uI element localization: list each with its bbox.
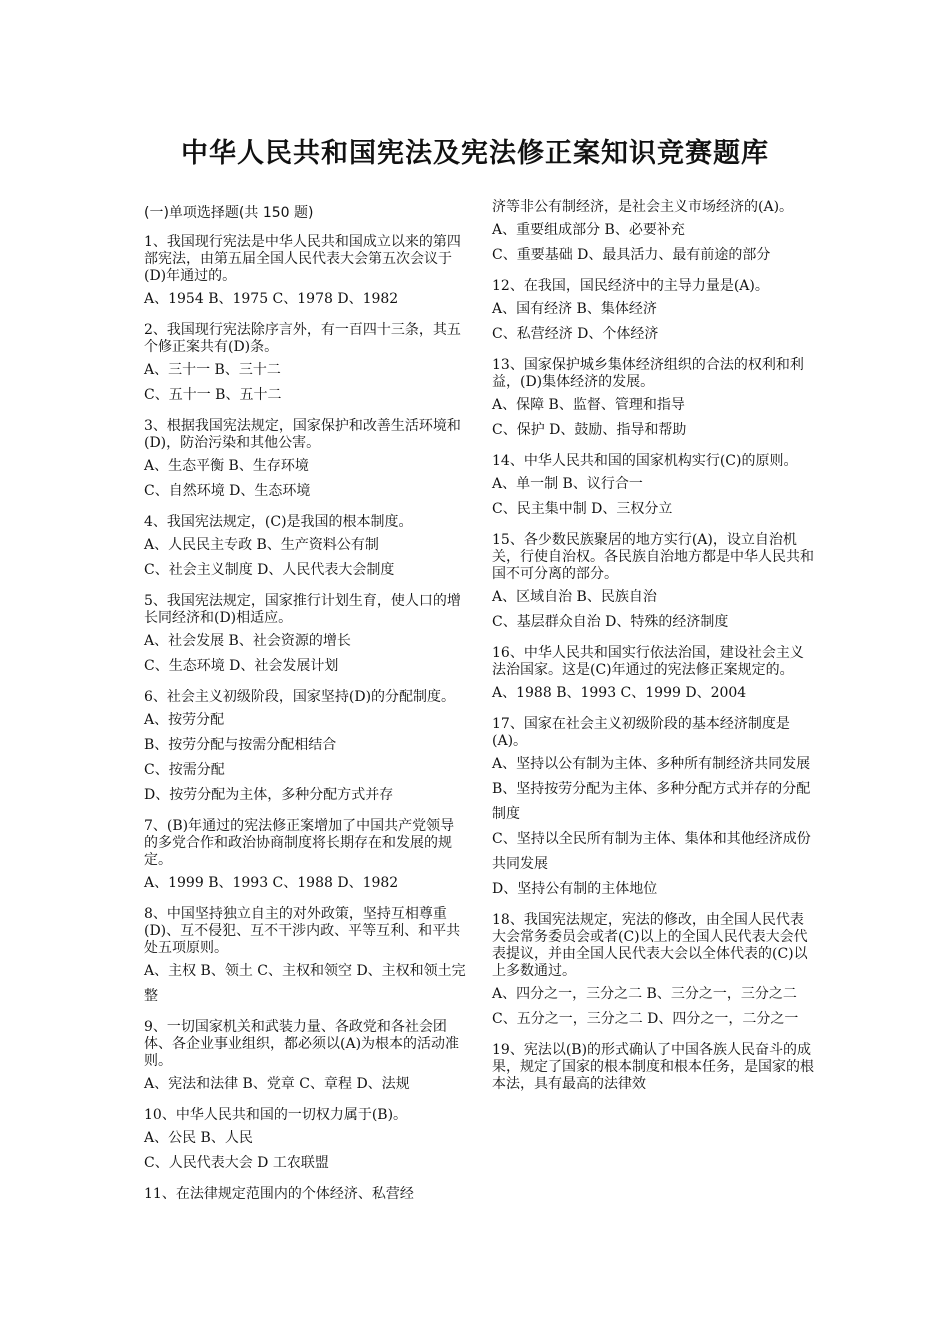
left-column bbox=[144, 200, 466, 1213]
question-item bbox=[144, 906, 466, 1009]
question-item bbox=[144, 593, 466, 679]
question-item bbox=[144, 234, 466, 312]
section-heading: (一)单项选择题(共 150 题) bbox=[144, 205, 314, 221]
question-item bbox=[144, 1186, 466, 1203]
right-column bbox=[492, 199, 814, 1103]
answer-options: A、宪法和法律 B、党章 C、章程 D、法规 bbox=[144, 1076, 410, 1092]
question-text: 4、我国宪法规定，(C)是我国的根本制度。 bbox=[144, 514, 413, 530]
answer-options: C、社会主义制度 D、人民代表大会制度 bbox=[144, 562, 395, 578]
right-question-list bbox=[492, 199, 814, 1093]
question-item bbox=[144, 514, 466, 583]
answer-options: A、按劳分配 bbox=[144, 712, 225, 728]
question-item bbox=[144, 1107, 466, 1176]
question-text: 5、我国宪法规定，国家推行计划生育，使人口的增长同经济和(D)相适应。 bbox=[144, 593, 461, 626]
question-text: 12、在我国，国民经济中的主导力量是(A)。 bbox=[492, 278, 769, 294]
question-text: 2、我国现行宪法除序言外，有一百四十三条，其五个修正案共有(D)条。 bbox=[144, 322, 461, 355]
answer-options: C、按需分配 bbox=[144, 762, 225, 778]
question-text: 11、在法律规定范围内的个体经济、私营经 bbox=[144, 1186, 414, 1202]
question-item bbox=[492, 645, 814, 706]
question-text: 17、国家在社会主义初级阶段的基本经济制度是(A)。 bbox=[492, 716, 790, 749]
answer-options: B、按劳分配与按需分配相结合 bbox=[144, 737, 337, 753]
question-text: 1、我国现行宪法是中华人民共和国成立以来的第四部宪法，由第五届全国人民代表大会第五次会议于(D)年通过的。 bbox=[144, 234, 461, 284]
answer-options: A、1988 B、1993 C、1999 D、2004 bbox=[492, 685, 747, 701]
answer-options: A、国有经济 B、集体经济 bbox=[492, 301, 657, 317]
answer-options: A、社会发展 B、社会资源的增长 bbox=[144, 633, 351, 649]
answer-options: C、基层群众自治 D、特殊的经济制度 bbox=[492, 614, 729, 630]
answer-options: D、坚持公有制的主体地位 bbox=[492, 881, 658, 897]
question-item bbox=[144, 1019, 466, 1097]
question-item bbox=[492, 199, 814, 268]
left-question-list bbox=[144, 234, 466, 1203]
question-item bbox=[492, 912, 814, 1032]
question-text: 13、国家保护城乡集体经济组织的合法的权利和利益，(D)集体经济的发展。 bbox=[492, 357, 804, 390]
answer-options: C、民主集中制 D、三权分立 bbox=[492, 501, 673, 517]
question-text: 10、中华人民共和国的一切权力属于(B)。 bbox=[144, 1107, 408, 1123]
question-text: 18、我国宪法规定，宪法的修改，由全国人民代表大会常务委员会或者(C)以上的全国人民代表大会代表提议，并由全国人民代表大会以全体代表的(C)以上多数通过。 bbox=[492, 912, 808, 979]
question-text: 9、一切国家机关和武装力量、各政党和各社会团体、各企业事业组织，都必须以(A)为根本的活动准则。 bbox=[144, 1019, 460, 1069]
answer-options: A、公民 B、人民 bbox=[144, 1130, 253, 1146]
question-item bbox=[492, 278, 814, 347]
answer-options: A、生态平衡 B、生存环境 bbox=[144, 458, 309, 474]
question-text: 16、中华人民共和国实行依法治国，建设社会主义法治国家。这是(C)年通过的宪法修正案规定的。 bbox=[492, 645, 804, 678]
answer-options: C、五分之一，三分之二 D、四分之一，二分之一 bbox=[492, 1011, 799, 1027]
question-text: 济等非公有制经济，是社会主义市场经济的(A)。 bbox=[492, 199, 794, 215]
question-text: 19、宪法以(B)的形式确认了中国各族人民奋斗的成果，规定了国家的根本制度和根本任务，是国家的根本法，具有最高的法律效 bbox=[492, 1042, 814, 1092]
answer-options: D、按劳分配为主体，多种分配方式并存 bbox=[144, 787, 394, 803]
question-item bbox=[144, 818, 466, 896]
question-item bbox=[492, 532, 814, 635]
question-text: 7、(B)年通过的宪法修正案增加了中国共产党领导的多党合作和政治协商制度将长期存在和发展的规定。 bbox=[144, 818, 455, 868]
answer-options: A、坚持以公有制为主体、多种所有制经济共同发展 bbox=[492, 756, 811, 772]
document-title: 中华人民共和国宪法及宪法修正案知识竞赛题库 bbox=[181, 138, 769, 169]
question-item bbox=[144, 689, 466, 808]
answer-options: C、重要基础 D、最具活力、最有前途的部分 bbox=[492, 247, 771, 263]
answer-options: C、坚持以全民所有制为主体、集体和其他经济成份共同发展 bbox=[492, 831, 811, 872]
answer-options: A、1999 B、1993 C、1988 D、1982 bbox=[144, 875, 399, 891]
question-item bbox=[492, 357, 814, 443]
question-item bbox=[492, 716, 814, 902]
question-text: 14、中华人民共和国的国家机构实行(C)的原则。 bbox=[492, 453, 798, 469]
answer-options: C、私营经济 D、个体经济 bbox=[492, 326, 659, 342]
question-item bbox=[492, 453, 814, 522]
answer-options: C、保护 D、鼓励、指导和帮助 bbox=[492, 422, 687, 438]
answer-options: A、主权 B、领土 C、主权和领空 D、主权和领土完整 bbox=[144, 963, 466, 1004]
question-text: 3、根据我国宪法规定，国家保护和改善生活环境和(D)，防治污染和其他公害。 bbox=[144, 418, 461, 451]
answer-options: A、区域自治 B、民族自治 bbox=[492, 589, 657, 605]
answer-options: C、自然环境 D、生态环境 bbox=[144, 483, 311, 499]
answer-options: A、人民民主专政 B、生产资料公有制 bbox=[144, 537, 379, 553]
question-item bbox=[144, 418, 466, 504]
question-text: 6、社会主义初级阶段，国家坚持(D)的分配制度。 bbox=[144, 689, 456, 705]
answer-options: C、人民代表大会 D 工农联盟 bbox=[144, 1155, 329, 1171]
answer-options: A、单一制 B、议行合一 bbox=[492, 476, 643, 492]
question-text: 8、中国坚持独立自主的对外政策，坚持互相尊重(D)、互不侵犯、互不干涉内政、平等互利、和平共处五项原则。 bbox=[144, 906, 461, 956]
answer-options: B、坚持按劳分配为主体、多种分配方式并存的分配制度 bbox=[492, 781, 811, 822]
answer-options: C、五十一 B、五十二 bbox=[144, 387, 282, 403]
answer-options: A、四分之一，三分之二 B、三分之一，三分之二 bbox=[492, 986, 797, 1002]
question-text: 15、各少数民族聚居的地方实行(A)，设立自治机关，行使自治权。各民族自治地方都是中华人民共和国不可分离的部分。 bbox=[492, 532, 814, 582]
answer-options: A、重要组成部分 B、必要补充 bbox=[492, 222, 685, 238]
answer-options: C、生态环境 D、社会发展计划 bbox=[144, 658, 339, 674]
question-item bbox=[492, 1042, 814, 1093]
answer-options: A、保障 B、监督、管理和指导 bbox=[492, 397, 685, 413]
answer-options: A、三十一 B、三十二 bbox=[144, 362, 281, 378]
answer-options: A、1954 B、1975 C、1978 D、1982 bbox=[144, 291, 399, 307]
question-item bbox=[144, 322, 466, 408]
